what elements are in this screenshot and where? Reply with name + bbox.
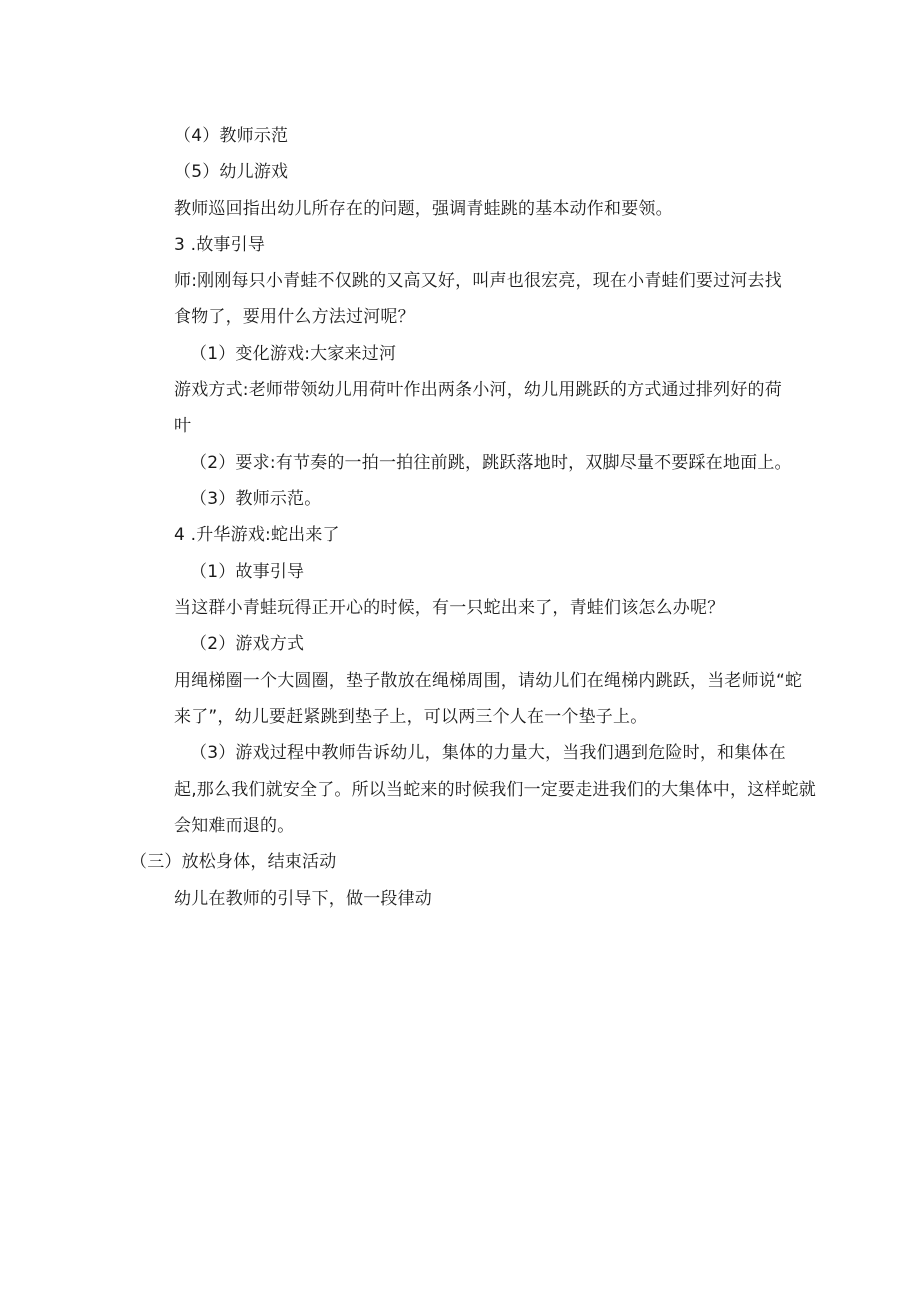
step-story-guide: （1）故事引导 <box>190 562 305 582</box>
step-teacher-demo: （4）教师示范 <box>174 126 289 146</box>
step-game-method: （2）游戏方式 <box>190 634 305 654</box>
step-group-strength-line3: 会知难而退的。 <box>174 816 295 836</box>
paragraph-teacher-speech-line1: 师:刚刚每只小青蛙不仅跳的又高又好，叫声也很宏亮，现在小青蛙们要过河去找 <box>174 271 782 291</box>
paragraph-rhythm: 幼儿在教师的引导下，做一段律动 <box>174 889 432 909</box>
paragraph-game-method-line1: 游戏方式:老师带领幼儿用荷叶作出两条小河，幼儿用跳跃的方式通过排列好的荷 <box>174 380 782 400</box>
paragraph-game-method-line2: 叶 <box>174 416 192 436</box>
paragraph-rope-ladder-line1: 用绳梯圈一个大圆圈，垫子散放在绳梯周围，请幼儿们在绳梯内跳跃，当老师说“蛇 <box>174 671 803 691</box>
step-group-strength-line2: 起,那么我们就安全了。所以当蛇来的时候我们一定要走进我们的大集体中，这样蛇就 <box>174 780 817 800</box>
step-teacher-demo-2: （3）教师示范。 <box>190 489 322 509</box>
paragraph-snake-story: 当这群小青蛙玩得正开心的时候，有一只蛇出来了，青蛙们该怎么办呢？ <box>174 598 725 618</box>
section-story-guide: 3 .故事引导 <box>174 235 266 255</box>
paragraph-teacher-speech-line2: 食物了，要用什么方法过河呢？ <box>174 307 415 327</box>
paragraph-rope-ladder-line2: 来了”，幼儿要赶紧跳到垫子上，可以两三个人在一个垫子上。 <box>174 707 648 727</box>
step-group-strength-line1: （3）游戏过程中教师告诉幼儿，集体的力量大，当我们遇到危险时，和集体在 <box>190 743 786 763</box>
section-snake-game: 4 .升华游戏:蛇出来了 <box>174 525 340 545</box>
step-variation-game: （1）变化游戏:大家来过河 <box>190 344 397 364</box>
paragraph-teacher-patrol: 教师巡回指出幼儿所存在的问题，强调青蛙跳的基本动作和要领。 <box>174 199 673 219</box>
step-requirements: （2）要求:有节奏的一拍一拍往前跳，跳跃落地时，双脚尽量不要踩在地面上。 <box>190 453 792 473</box>
section-relax-end: （三）放松身体，结束活动 <box>130 852 337 872</box>
step-child-game: （5）幼儿游戏 <box>174 162 289 182</box>
